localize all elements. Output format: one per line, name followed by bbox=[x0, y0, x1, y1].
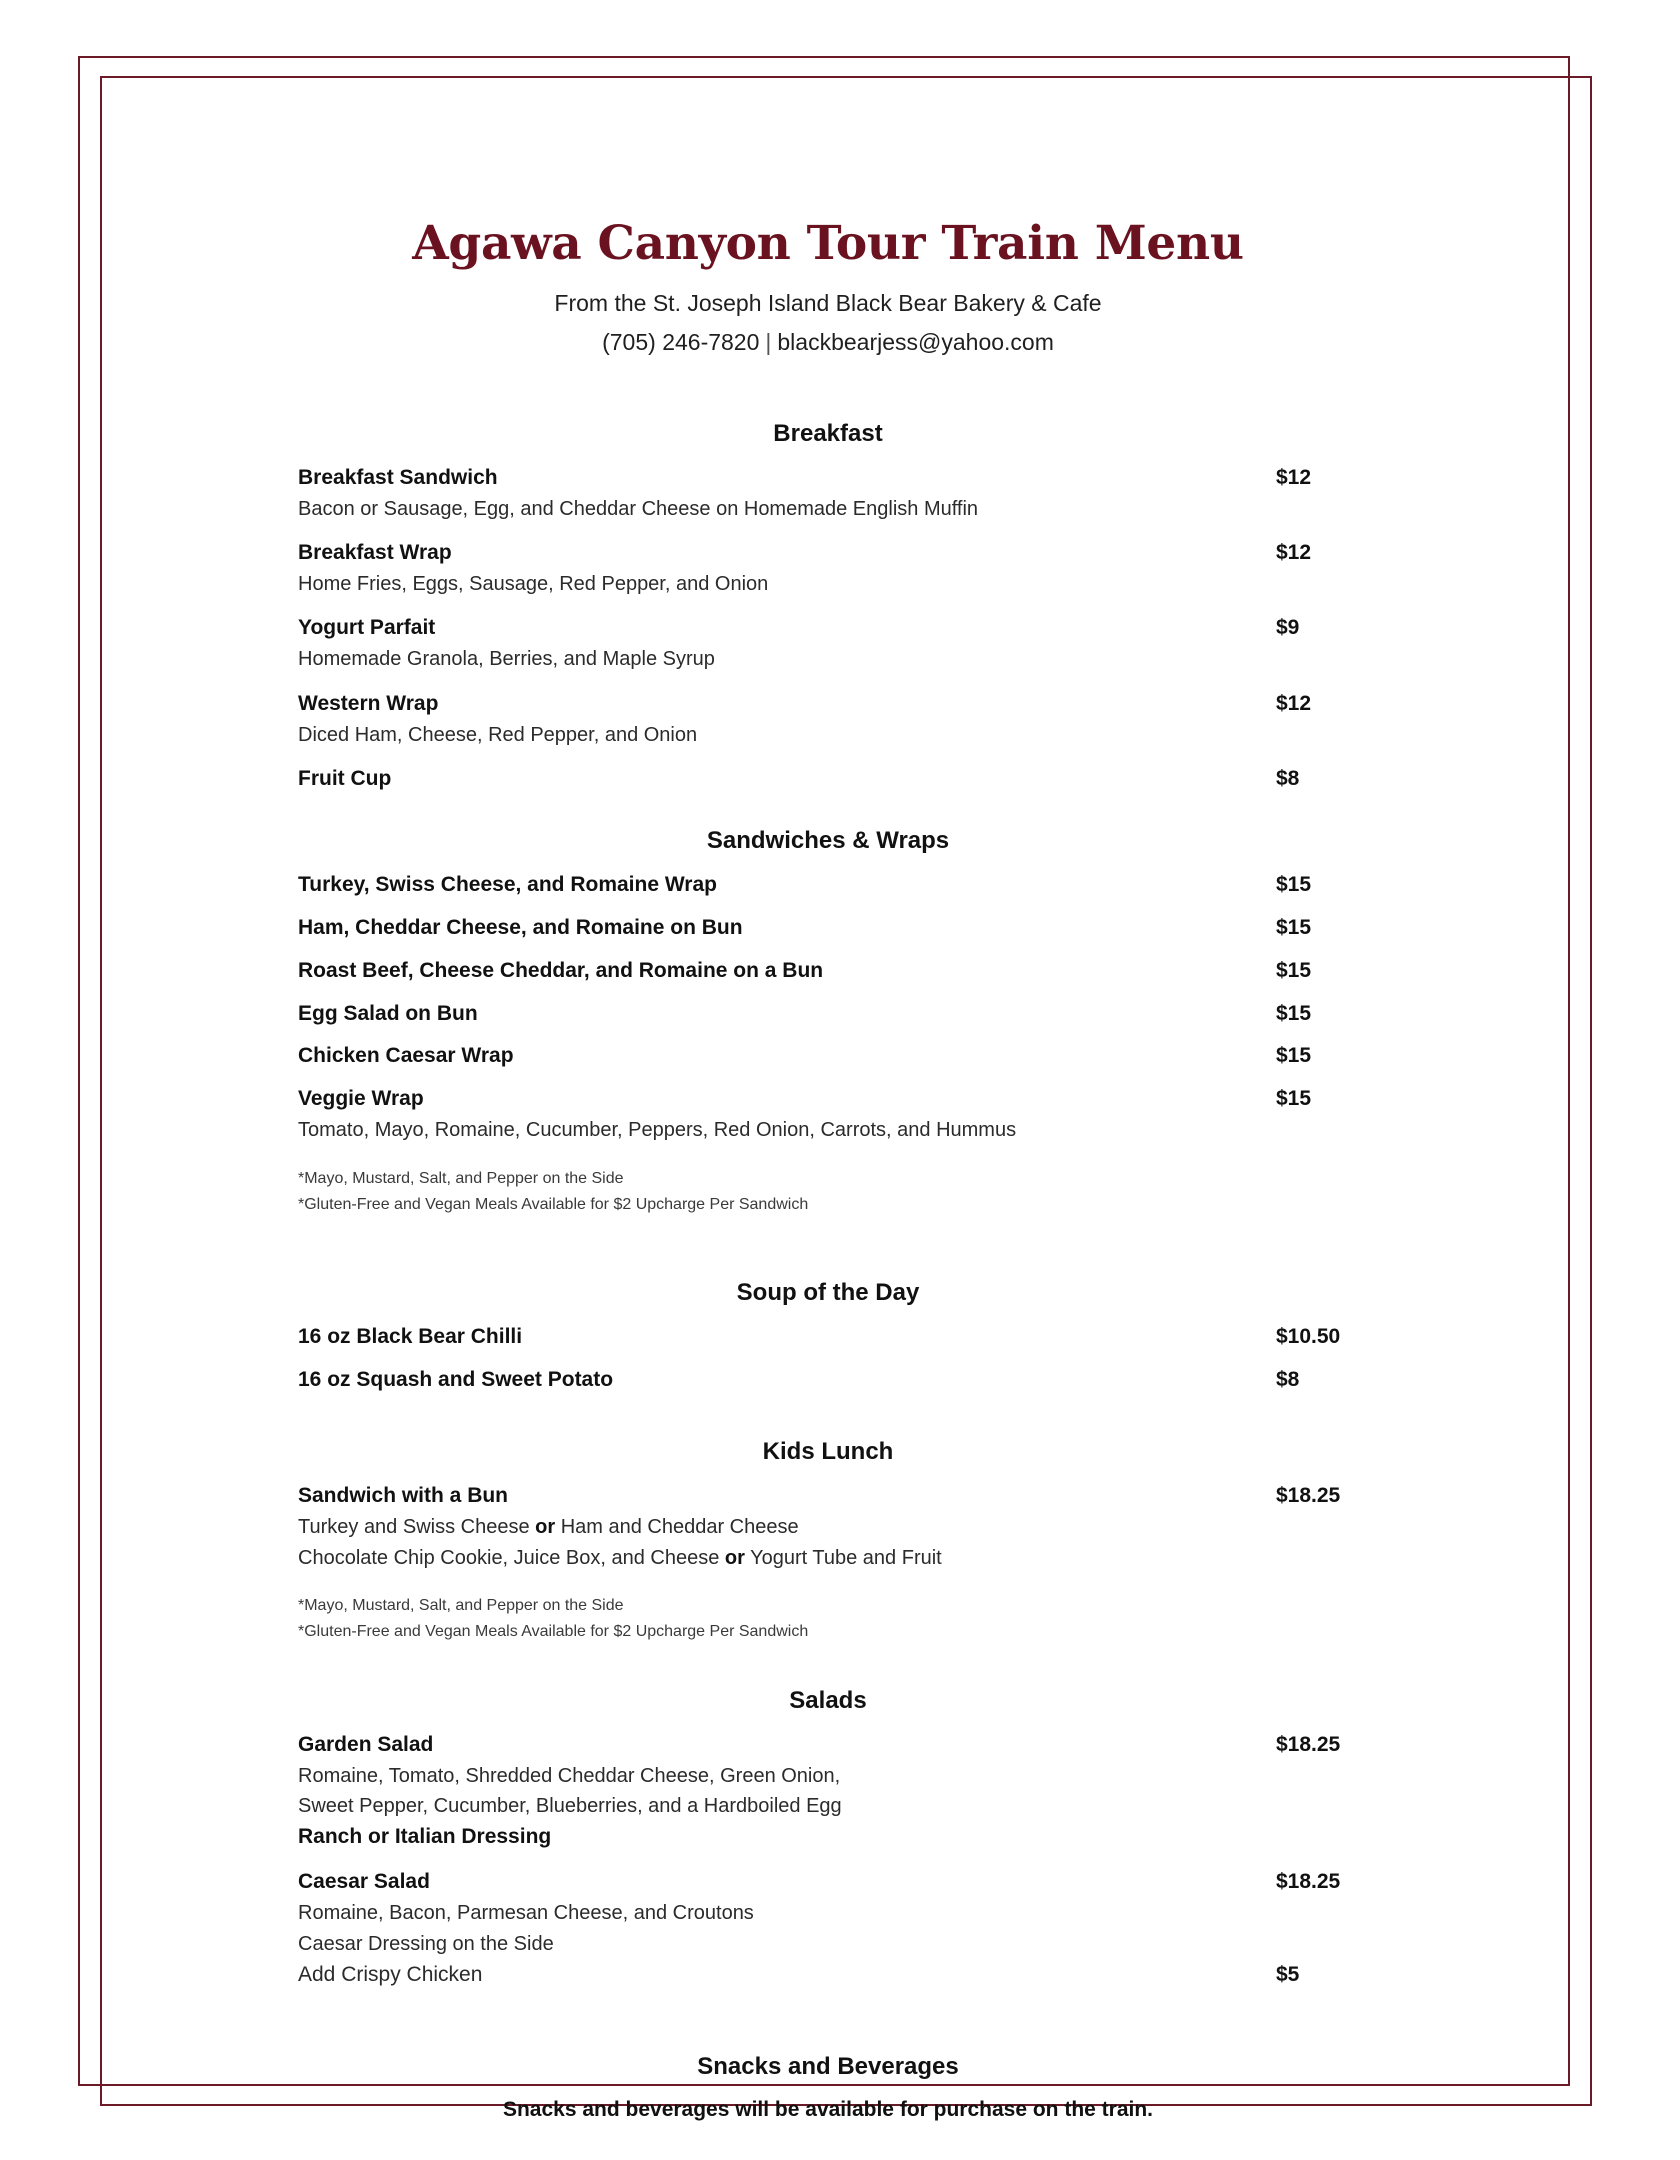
sandwiches-notes bbox=[298, 1166, 1358, 1218]
menu-item-description: Romaine, Tomato, Shredded Cheddar Cheese, Green Onion, bbox=[298, 1764, 841, 1787]
menu-item-description: Romaine, Bacon, Parmesan Cheese, and Croutons bbox=[298, 1902, 754, 1925]
menu-item-price: $15 bbox=[1276, 1044, 1312, 1068]
menu-item-price: $10.50 bbox=[1276, 1325, 1341, 1349]
spacer bbox=[298, 524, 1358, 537]
menu-item-description bbox=[298, 1543, 1358, 1573]
menu-item bbox=[298, 1866, 1358, 1959]
kids-lunch-notes bbox=[298, 1593, 1358, 1645]
spacer bbox=[298, 1029, 1358, 1040]
spacer bbox=[298, 1353, 1358, 1364]
desc-part: Turkey and Swiss Cheese bbox=[298, 1516, 536, 1539]
note-line: *Mayo, Mustard, Salt, and Pepper on the Side bbox=[298, 1169, 624, 1187]
menu-item-name: Roast Beef, Cheese Cheddar, and Romaine on a Bun bbox=[298, 958, 824, 982]
snacks-availability-note: Snacks and beverages will be available for purchase on the train. bbox=[502, 2097, 1154, 2121]
menu-item-row bbox=[298, 1321, 1358, 1353]
menu-item-name: Garden Salad bbox=[298, 1732, 434, 1756]
contact-line bbox=[298, 327, 1358, 358]
menu-item-row bbox=[298, 1040, 1358, 1072]
menu-item bbox=[298, 462, 1358, 524]
menu-item-name: Egg Salad on Bun bbox=[298, 1001, 478, 1025]
section-salads bbox=[298, 1687, 1358, 1991]
spacer bbox=[298, 987, 1358, 998]
spacer bbox=[298, 944, 1358, 955]
spacer bbox=[298, 448, 1358, 462]
spacer bbox=[298, 1307, 1358, 1321]
menu-item-price: $12 bbox=[1276, 691, 1312, 715]
email-address: blackbearjess@yahoo.com bbox=[777, 328, 1054, 355]
menu-item-description: Caesar Dressing on the Side bbox=[298, 1932, 554, 1955]
section-snacks-beverages bbox=[298, 2053, 1358, 2122]
menu-item-row bbox=[298, 763, 1358, 795]
section-breakfast bbox=[298, 420, 1358, 795]
menu-item-name: Breakfast Sandwich bbox=[298, 465, 498, 489]
menu-item-name: 16 oz Black Bear Chilli bbox=[298, 1325, 523, 1349]
menu-item bbox=[298, 612, 1358, 674]
menu-item-price: $12 bbox=[1276, 541, 1312, 565]
menu-item bbox=[298, 869, 1358, 901]
section-heading-sandwiches: Sandwiches & Wraps bbox=[706, 826, 950, 854]
menu-masthead bbox=[298, 0, 1358, 358]
spacer bbox=[298, 1853, 1358, 1866]
section-heading-soup: Soup of the Day bbox=[736, 1279, 920, 1307]
menu-item-price: $18.25 bbox=[1276, 1870, 1341, 1894]
menu-item-name: Yogurt Parfait bbox=[298, 616, 436, 640]
menu-item-name: Caesar Salad bbox=[298, 1870, 430, 1894]
menu-item-description: Bacon or Sausage, Egg, and Cheddar Cheese on Homemade English Muffin bbox=[298, 497, 979, 520]
menu-item-row bbox=[298, 612, 1358, 644]
section-sandwiches bbox=[298, 827, 1358, 1218]
menu-item bbox=[298, 1040, 1358, 1072]
menu-item-price: $8 bbox=[1276, 1368, 1300, 1392]
menu-item-addon bbox=[298, 1959, 1358, 1991]
menu-item-price: $15 bbox=[1276, 958, 1312, 982]
menu-item-price: $9 bbox=[1276, 616, 1300, 640]
menu-item bbox=[298, 1364, 1358, 1396]
menu-item-price: $15 bbox=[1276, 1001, 1312, 1025]
addon-price: $5 bbox=[1276, 1963, 1300, 1987]
menu-item-name: Turkey, Swiss Cheese, and Romaine Wrap bbox=[298, 872, 717, 896]
menu-item-row bbox=[298, 955, 1358, 987]
addon-name: Add Crispy Chicken bbox=[298, 1963, 483, 1987]
spacer bbox=[298, 1217, 1358, 1279]
menu-item-price: $15 bbox=[1276, 1087, 1312, 1111]
menu-item-row bbox=[298, 462, 1358, 494]
menu-item-name: Chicken Caesar Wrap bbox=[298, 1044, 514, 1068]
menu-item-row bbox=[298, 1959, 1358, 1991]
menu-content bbox=[298, 0, 1358, 2122]
menu-item bbox=[298, 537, 1358, 599]
desc-part: Ham and Cheddar Cheese bbox=[555, 1516, 799, 1539]
spacer bbox=[298, 901, 1358, 912]
menu-item-row bbox=[298, 1083, 1358, 1115]
menu-item-name: Sandwich with a Bun bbox=[298, 1484, 509, 1508]
salad-dressing-option: Ranch or Italian Dressing bbox=[298, 1825, 552, 1849]
section-soup bbox=[298, 1279, 1358, 1396]
page-title: Agawa Canyon Tour Train Menu bbox=[412, 216, 1244, 271]
phone-number: (705) 246-7820 bbox=[602, 328, 760, 355]
menu-item-description: Home Fries, Eggs, Sausage, Red Pepper, and Onion bbox=[298, 572, 769, 595]
menu-item-description: Tomato, Mayo, Romaine, Cucumber, Peppers, Red Onion, Carrots, and Hummus bbox=[298, 1119, 1017, 1142]
section-heading-salads: Salads bbox=[789, 1686, 867, 1714]
note-line: *Mayo, Mustard, Salt, and Pepper on the Side bbox=[298, 1596, 624, 1614]
menu-item-row bbox=[298, 1364, 1358, 1396]
menu-item-row bbox=[298, 537, 1358, 569]
menu-item-name: Breakfast Wrap bbox=[298, 541, 452, 565]
section-kids-lunch bbox=[298, 1438, 1358, 1645]
contact-separator: | bbox=[765, 328, 772, 355]
menu-item-row bbox=[298, 688, 1358, 720]
menu-item-row bbox=[298, 869, 1358, 901]
section-heading-snacks: Snacks and Beverages bbox=[697, 2052, 959, 2080]
menu-item bbox=[298, 688, 1358, 750]
menu-item-name: Fruit Cup bbox=[298, 766, 392, 790]
menu-item bbox=[298, 763, 1358, 795]
menu-item-row bbox=[298, 998, 1358, 1030]
menu-item-price: $15 bbox=[1276, 915, 1312, 939]
spacer bbox=[298, 795, 1358, 827]
menu-item bbox=[298, 1729, 1358, 1854]
spacer bbox=[298, 1396, 1358, 1438]
menu-item bbox=[298, 998, 1358, 1030]
spacer bbox=[298, 1991, 1358, 2053]
menu-item-description: Homemade Granola, Berries, and Maple Syrup bbox=[298, 648, 715, 671]
menu-item bbox=[298, 1480, 1358, 1573]
desc-or: or bbox=[724, 1546, 745, 1569]
desc-or: or bbox=[535, 1516, 556, 1539]
menu-item-name: Ham, Cheddar Cheese, and Romaine on Bun bbox=[298, 915, 743, 939]
menu-item-price: $18.25 bbox=[1276, 1732, 1341, 1756]
spacer bbox=[298, 750, 1358, 763]
spacer bbox=[298, 358, 1358, 420]
spacer bbox=[298, 1466, 1358, 1480]
menu-item bbox=[298, 1321, 1358, 1353]
menu-item-row bbox=[298, 912, 1358, 944]
menu-item-name: Western Wrap bbox=[298, 691, 439, 715]
menu-item-price: $18.25 bbox=[1276, 1484, 1341, 1508]
menu-item-row bbox=[298, 1480, 1358, 1512]
menu-item-description: Sweet Pepper, Cucumber, Blueberries, and a Hardboiled Egg bbox=[298, 1795, 842, 1818]
note-line: *Gluten-Free and Vegan Meals Available for $2 Upcharge Per Sandwich bbox=[298, 1195, 809, 1213]
menu-item bbox=[298, 1083, 1358, 1145]
menu-item-description bbox=[298, 1512, 1358, 1542]
spacer bbox=[298, 1072, 1358, 1083]
desc-part: Chocolate Chip Cookie, Juice Box, and Cheese bbox=[298, 1546, 725, 1569]
menu-item-price: $12 bbox=[1276, 465, 1312, 489]
menu-item-row bbox=[298, 1866, 1358, 1898]
menu-item-price: $15 bbox=[1276, 872, 1312, 896]
spacer bbox=[298, 1715, 1358, 1729]
menu-item-name: Veggie Wrap bbox=[298, 1087, 424, 1111]
note-line: *Gluten-Free and Vegan Meals Available for $2 Upcharge Per Sandwich bbox=[298, 1622, 809, 1640]
menu-item-row bbox=[298, 1729, 1358, 1761]
desc-part: Yogurt Tube and Fruit bbox=[744, 1546, 942, 1569]
menu-item-price: $8 bbox=[1276, 766, 1300, 790]
bakery-subtitle: From the St. Joseph Island Black Bear Bakery & Cafe bbox=[554, 289, 1102, 316]
menu-item bbox=[298, 912, 1358, 944]
menu-item bbox=[298, 955, 1358, 987]
spacer bbox=[298, 675, 1358, 688]
spacer bbox=[298, 599, 1358, 612]
spacer bbox=[298, 855, 1358, 869]
menu-item-description: Diced Ham, Cheese, Red Pepper, and Onion bbox=[298, 723, 698, 746]
spacer bbox=[298, 1645, 1358, 1687]
section-heading-kids-lunch: Kids Lunch bbox=[762, 1438, 894, 1466]
section-heading-breakfast: Breakfast bbox=[773, 419, 883, 447]
menu-item-name: 16 oz Squash and Sweet Potato bbox=[298, 1368, 614, 1392]
